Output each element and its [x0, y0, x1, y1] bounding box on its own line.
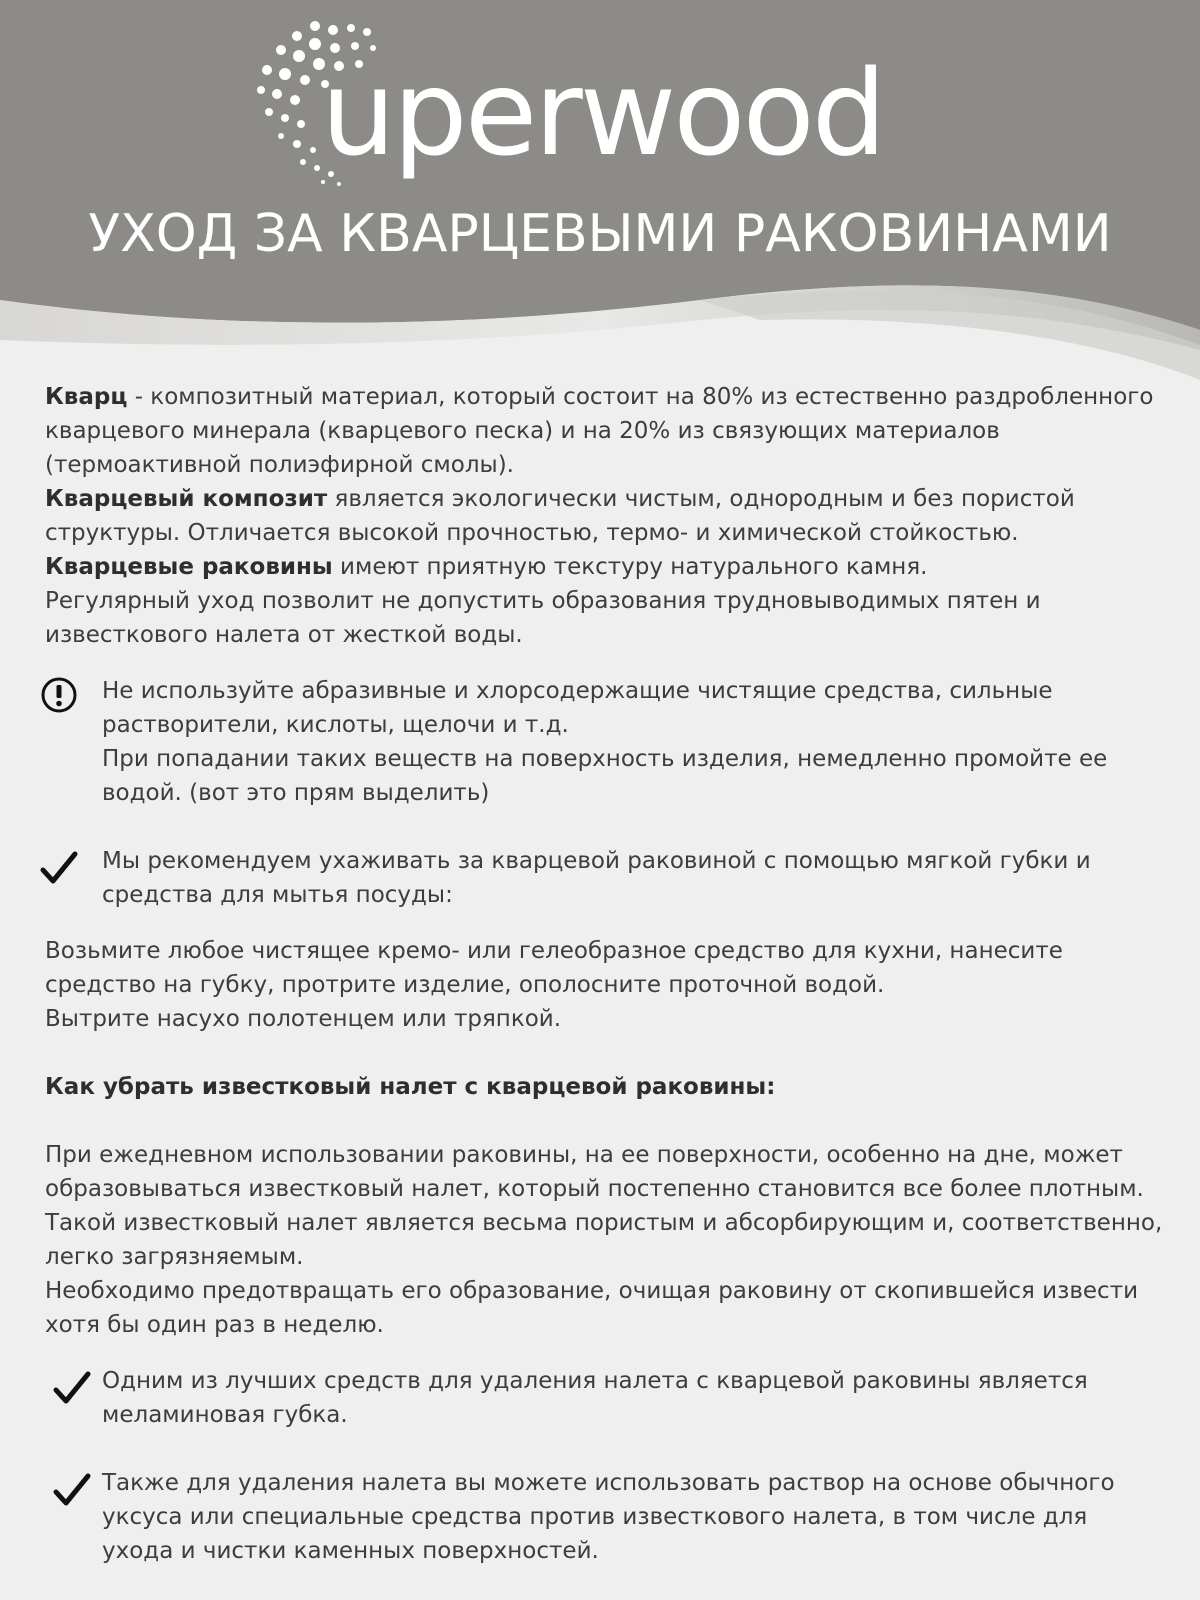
tip-text-2: Также для удаления налета вы можете использовать раствор на основе обычного уксуса или специальные средства против известкового налета, в том числе для ухода и чистки каменных поверхностей. [102, 1470, 1115, 1564]
header [0, 0, 1200, 380]
term-sinks: Кварцевые раковины [45, 554, 333, 580]
term-quartz: Кварц [45, 384, 128, 410]
page-title: УХОД ЗА КВАРЦЕВЫМИ РАКОВИНАМИ [88, 204, 1112, 264]
checkmark-icon [40, 850, 78, 888]
recommend-block [45, 844, 1165, 912]
instructions-text-2: Вытрите насухо полотенцем или тряпкой. [45, 1006, 562, 1032]
warning-text-1: Не используйте абразивные и хлорсодержащие чистящие средства, сильные растворители, кислоты, щелочи и т.д. [102, 678, 1053, 738]
tip-block-1 [45, 1364, 1165, 1432]
limescale-paragraph-1: При ежедневном использовании раковины, на ее поверхности, особенно на дне, может образовываться известковый налет, который постепенно становится все более плотным. Такой известковый налет является весьма пористым и абсорбирующим и, соответственно, легко загрязняемым. [45, 1142, 1163, 1270]
intro-paragraph-composite: Кварцевый композит является экологически чистым, однородным и без пористой структуры. Отличается высокой прочностью, термо- и химической стойкостью. [45, 486, 1075, 546]
checkmark-icon [53, 1370, 91, 1408]
checkmark-icon [53, 1472, 91, 1510]
warning-text-2: При попадании таких веществ на поверхность изделия, немедленно промойте ее водой. (вот это прям выделить) [102, 746, 1108, 806]
main-content [45, 380, 1165, 1568]
tip-block-2 [45, 1466, 1165, 1568]
exclamation-icon [40, 676, 78, 714]
limescale-heading: Как убрать известковый налет с кварцевой раковины: [45, 1074, 776, 1100]
tip-text-1: Одним из лучших средств для удаления налета с кварцевой раковины является меламиновая губка. [102, 1368, 1088, 1428]
logo-wordmark: uperwood [321, 44, 884, 182]
intro-paragraph-care: Регулярный уход позволит не допустить образования трудновыводимых пятен и известкового налета от жесткой воды. [45, 588, 1041, 648]
instructions-text-1: Возьмите любое чистящее кремо- или гелеобразное средство для кухни, нанесите средство на губку, протрите изделие, ополосните проточной водой. [45, 938, 1063, 998]
limescale-paragraph-2: Необходимо предотвращать его образование, очищая раковину от скопившейся извести хотя бы один раз в неделю. [45, 1278, 1139, 1338]
warning-block [45, 674, 1165, 810]
intro-paragraph-quartz: Кварц - композитный материал, который состоит на 80% из естественно раздробленного кварцевого минерала (кварцевого песка) и на 20% из связующих материалов (термоактивной полиэфирной смолы). [45, 384, 1154, 478]
term-composite: Кварцевый композит [45, 486, 328, 512]
brand-logo [255, 18, 884, 188]
intro-paragraph-sinks: Кварцевые раковины имеют приятную текстуру натурального камня. [45, 554, 928, 580]
recommend-text: Мы рекомендуем ухаживать за кварцевой раковиной с помощью мягкой губки и средства для мытья посуды: [102, 848, 1091, 908]
